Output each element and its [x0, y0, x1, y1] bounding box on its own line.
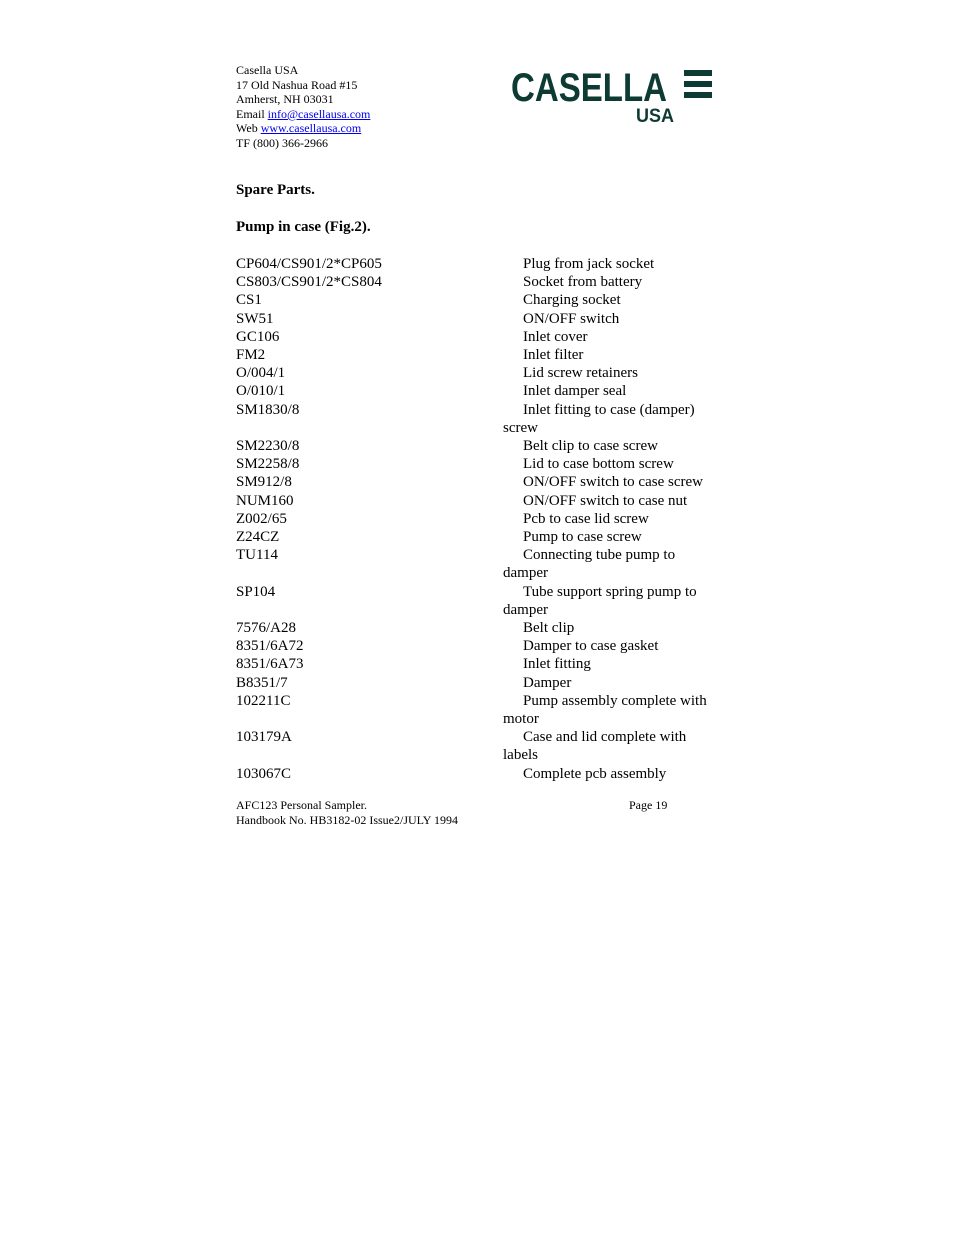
parts-row: [236, 674, 736, 692]
part-description: ON/OFF switch to case screw: [523, 474, 703, 491]
parts-row: [236, 473, 736, 491]
part-number: GC106: [236, 328, 280, 345]
phone-line: TF (800) 366-2966: [236, 135, 328, 150]
subsection-title: Pump in case (Fig.2).: [236, 219, 371, 235]
part-description: Pump to case screw: [523, 529, 642, 546]
parts-row: [236, 583, 736, 619]
address-line-2: Amherst, NH 03031: [236, 92, 334, 107]
part-description: Complete pcb assembly: [523, 765, 667, 782]
parts-row: [236, 346, 736, 364]
contact-block: [236, 63, 370, 151]
part-number: O/004/1: [236, 365, 286, 382]
logo-brand-text: CASELLA: [511, 66, 667, 110]
parts-row: [236, 255, 736, 273]
part-description: ON/OFF switch to case nut: [523, 492, 688, 509]
part-description: Belt clip to case screw: [523, 438, 658, 455]
part-description: Charging socket: [523, 292, 621, 309]
parts-row: [236, 637, 736, 655]
part-description: Belt clip: [523, 620, 575, 637]
part-number: TU114: [236, 547, 278, 564]
web-line: [236, 121, 370, 136]
parts-list: [236, 255, 736, 783]
parts-row: [236, 455, 736, 473]
part-number: 7576/A28: [236, 620, 296, 637]
parts-row: [236, 655, 736, 673]
part-number: SM1830/8: [236, 401, 300, 418]
section-title: Spare Parts.: [236, 182, 315, 198]
part-number: SM912/8: [236, 474, 292, 491]
email-link[interactable]: info@casellausa.com: [267, 106, 371, 121]
part-description: Damper: [523, 674, 572, 691]
casella-logo: [510, 64, 720, 130]
parts-row: [236, 728, 736, 764]
web-link[interactable]: www.casellausa.com: [260, 121, 362, 136]
part-description: Inlet damper seal: [523, 383, 627, 400]
logo-sub-text: USA: [636, 106, 675, 127]
parts-row: [236, 310, 736, 328]
part-number: O/010/1: [236, 383, 286, 400]
part-description: Socket from battery: [523, 274, 643, 291]
part-number: SM2230/8: [236, 438, 300, 455]
part-description: Inlet fitting to case (damper) screw: [503, 401, 695, 436]
parts-row: [236, 401, 736, 437]
part-number: 103067C: [236, 765, 292, 782]
part-number: Z002/65: [236, 510, 287, 527]
part-number: CS803/CS901/2*CS804: [236, 274, 382, 291]
part-number: 103179A: [236, 729, 292, 746]
part-description: Pump assembly complete with motor: [503, 692, 707, 728]
part-description: ON/OFF switch: [523, 310, 620, 327]
part-number: Z24CZ: [236, 529, 280, 546]
part-description: Pcb to case lid screw: [523, 510, 649, 527]
parts-row: [236, 546, 736, 582]
web-label: Web: [236, 121, 261, 136]
parts-row: [236, 364, 736, 382]
part-number: CP604/CS901/2*CP605: [236, 256, 382, 272]
part-number: FM2: [236, 347, 266, 364]
part-number: 102211C: [236, 692, 291, 709]
part-description: Damper to case gasket: [523, 638, 659, 655]
address-line-1: 17 Old Nashua Road #15: [236, 77, 358, 92]
part-number: NUM160: [236, 492, 294, 509]
parts-row: [236, 437, 736, 455]
part-description: Inlet fitting: [523, 656, 591, 673]
part-number: 8351/6A73: [236, 656, 304, 673]
part-number: B8351/7: [236, 674, 288, 691]
part-description: Lid to case bottom screw: [523, 456, 674, 473]
email-line: [236, 107, 370, 122]
parts-row: [236, 291, 736, 309]
part-description: Connecting tube pump to damper: [503, 547, 676, 582]
part-description: Inlet filter: [523, 347, 584, 364]
company-name: Casella USA: [236, 63, 299, 77]
parts-row: [236, 528, 736, 546]
footer: [236, 798, 458, 827]
footer-handbook: Handbook No. HB3182-02 Issue2/JULY 1994: [236, 812, 459, 827]
page-number: Page 19: [629, 798, 668, 812]
part-number: SP104: [236, 583, 276, 600]
part-description: Case and lid complete with labels: [503, 729, 687, 764]
part-number: SW51: [236, 310, 274, 327]
parts-row: [236, 510, 736, 528]
part-description: Plug from jack socket: [523, 256, 655, 272]
part-description: Inlet cover: [523, 328, 588, 345]
footer-product: AFC123 Personal Sampler.: [236, 798, 367, 812]
logo-bars-icon: [684, 70, 712, 98]
email-label: Email: [236, 106, 268, 121]
part-number: SM2258/8: [236, 456, 300, 473]
part-number: CS1: [236, 292, 262, 309]
part-description: Lid screw retainers: [523, 365, 638, 382]
part-description: Tube support spring pump to damper: [503, 583, 697, 618]
parts-row: [236, 382, 736, 400]
part-number: 8351/6A72: [236, 638, 304, 655]
parts-row: [236, 273, 736, 291]
parts-row: [236, 328, 736, 346]
parts-row: [236, 492, 736, 510]
parts-row: [236, 765, 736, 783]
parts-row: [236, 692, 736, 728]
parts-row: [236, 619, 736, 637]
